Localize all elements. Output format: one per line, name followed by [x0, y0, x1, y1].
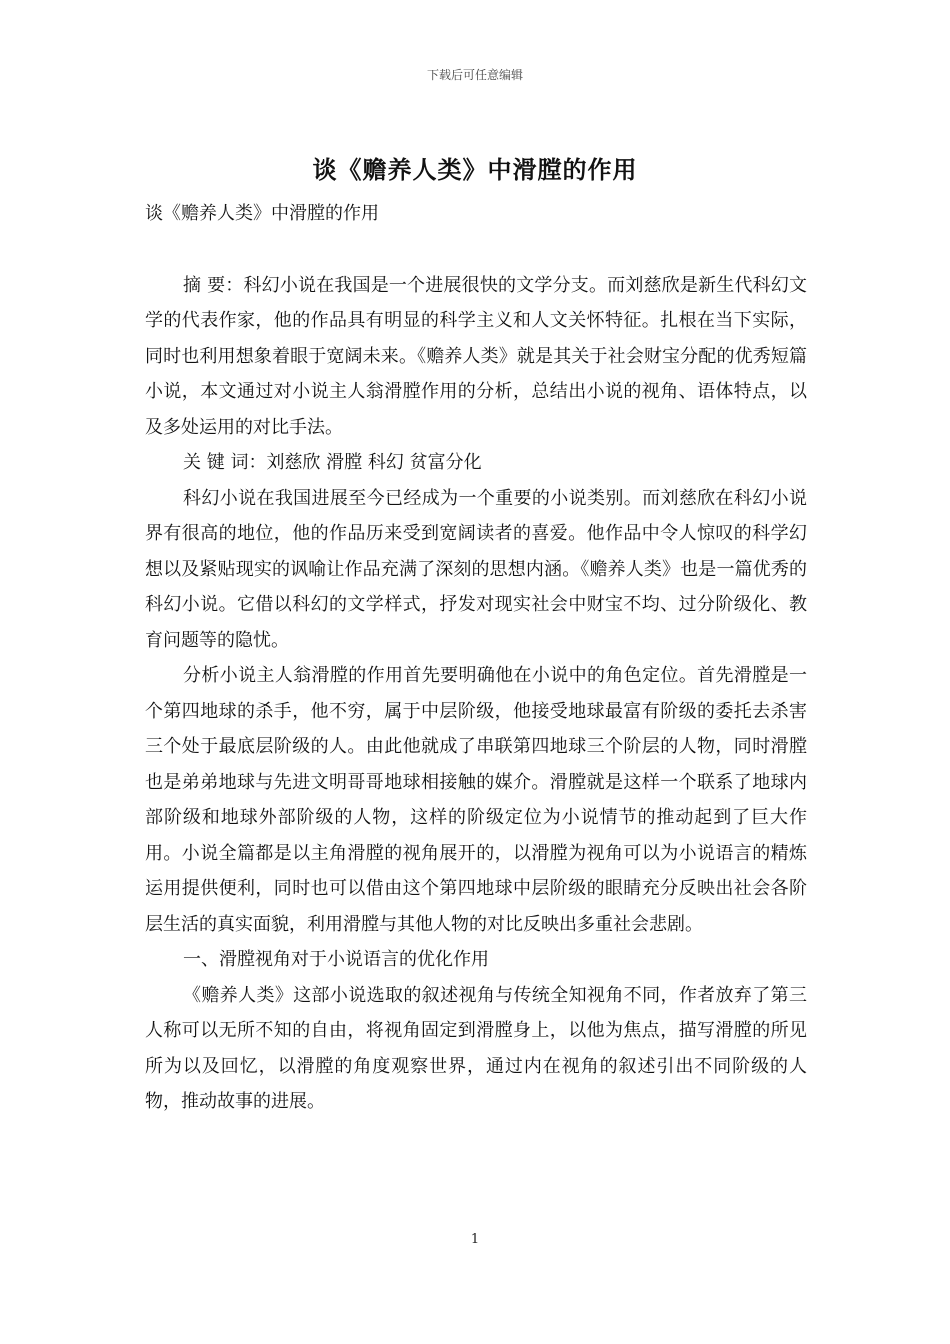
page-header-note: 下载后可任意编辑 — [426, 68, 523, 82]
keywords-line: 关 键 词：刘慈欣 滑膛 科幻 贫富分化 — [183, 452, 482, 473]
body-paragraph-1: 科幻小说在我国进展至今已经成为一个重要的小说类别。而刘慈欣在科幻小说界有很高的地位，他的作品历来受到宽阔读者的喜爱。他作品中令人惊叹的科学幻想以及紧贴现实的讽喻让作品充满了深刻的思想内涵。《赡养人类》也是一篇优秀的科幻小说。它借以科幻的文学样式，抒发对现实社会中财宝不均、过分阶级化、教育问题等的隐忧。 — [145, 487, 807, 651]
document-title: 谈《赡养人类》中滑膛的作用 — [312, 155, 638, 184]
section-heading: 一、滑膛视角对于小说语言的优化作用 — [183, 949, 489, 970]
document-subtitle: 谈《赡养人类》中滑膛的作用 — [145, 203, 379, 224]
body-paragraph-3: 《赡养人类》这部小说选取的叙述视角与传统全知视角不同，作者放弃了第三人称可以无所不知的自由，将视角固定到滑膛身上，以他为焦点，描写滑膛的所见所为以及回忆，以滑膛的角度观察世界，通过内在视角的叙述引出不同阶级的人物，推动故事的进展。 — [145, 984, 807, 1112]
page-number: 1 — [470, 1232, 480, 1247]
body-paragraph-2: 分析小说主人翁滑膛的作用首先要明确他在小说中的角色定位。首先滑膛是一个第四地球的杀手，他不穷，属于中层阶级，他接受地球最富有阶级的委托去杀害三个处于最底层阶级的人。由此他就成了串联第四地球三个阶层的人物，同时滑膛也是弟弟地球与先进文明哥哥地球相接触的媒介。滑膛就是这样一个联系了地球内部阶级和地球外部阶级的人物，这样的阶级定位为小说情节的推动起到了巨大作用。小说全篇都是以主角滑膛的视角展开的，以滑膛为视角可以为小说语言的精炼运用提供便利，同时也可以借由这个第四地球中层阶级的眼睛充分反映出社会各阶层生活的真实面貌，利用滑膛与其他人物的对比反映出多重社会悲剧。 — [145, 665, 807, 935]
document-body — [145, 196, 807, 1120]
abstract-paragraph: 摘 要：科幻小说在我国是一个进展很快的文学分支。而刘慈欣是新生代科幻文学的代表作家，他的作品具有明显的科学主义和人文关怀特征。扎根在当下实际，同时也利用想象着眼于宽阔未来。《赡养人类》就是其关于社会财宝分配的优秀短篇小说，本文通过对小说主人翁滑膛作用的分析，总结出小说的视角、语体特点，以及多处运用的对比手法。 — [145, 274, 807, 438]
